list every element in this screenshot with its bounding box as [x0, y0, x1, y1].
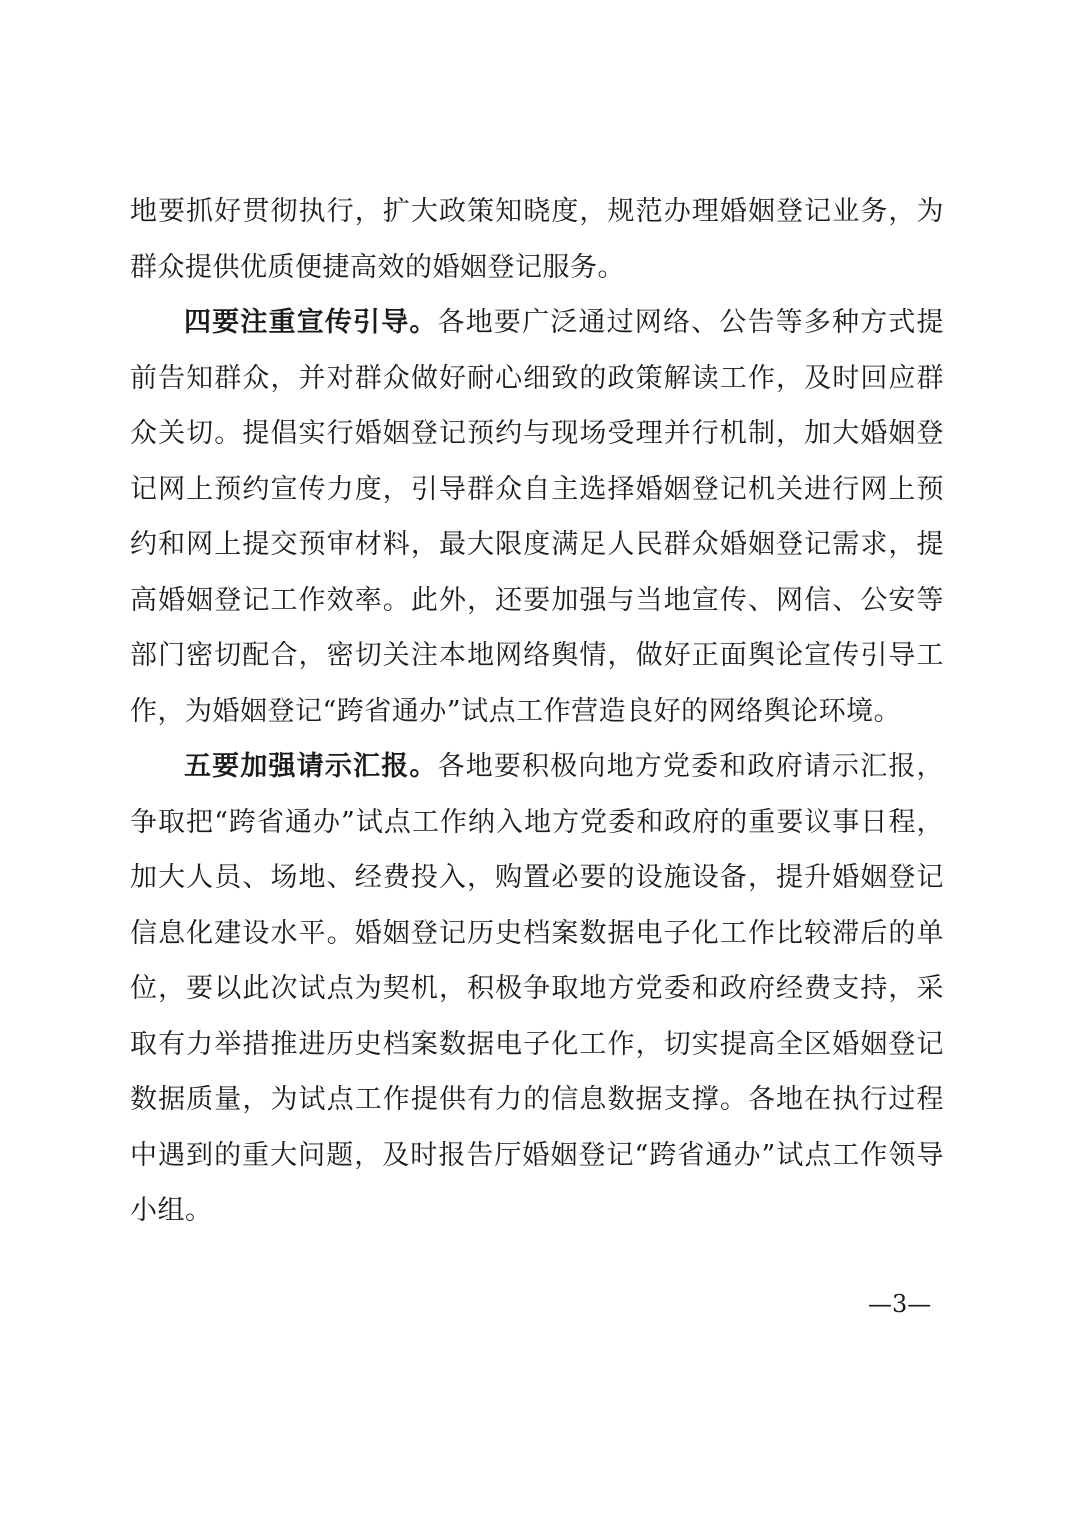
- paragraph-heading: 五要加强请示汇报。: [184, 751, 438, 782]
- paragraph-text: 各地要广泛通过网络、公告等多种方式提前告知群众，并对群众做好耐心细致的政策解读工作，及时回应群众关切。提倡实行婚姻登记预约与现场受理并行机制，加大婚姻登记网上预约宣传力度，引导群众自主选择婚姻登记机关进行网上预约和网上提交预审材料，最大限度满足人民群众婚姻登记需求，提高婚姻登记工作效率。此外，还要加强与当地宣传、网信、公安等部门密切配合，密切关注本地网络舆情，做好正面舆论宣传引导工作，为婚姻登记“跨省通办”试点工作营造良好的网络舆论环境。: [130, 307, 945, 727]
- paragraph-heading: 四要注重宣传引导。: [184, 307, 438, 338]
- page-number: —3—: [868, 1290, 932, 1318]
- paragraph-text: 地要抓好贯彻执行，扩大政策知晓度，规范办理婚姻登记业务，为群众提供优质便捷高效的婚姻登记服务。: [130, 196, 944, 283]
- paragraph-publicity-guidance: [130, 295, 944, 739]
- body-text: [130, 184, 944, 1239]
- paragraph-report-instructions: [130, 739, 944, 1239]
- paragraph-text: 各地要积极向地方党委和政府请示汇报，争取把“跨省通办”试点工作纳入地方党委和政府的重要议事日程，加大人员、场地、经费投入，购置必要的设施设备，提升婚姻登记信息化建设水平。婚姻登记历史档案数据电子化工作比较滞后的单位，要以此次试点为契机，积极争取地方党委和政府经费支持，采取有力举措推进历史档案数据电子化工作，切实提高全区婚姻登记数据质量，为试点工作提供有力的信息数据支撑。各地在执行过程中遇到的重大问题，及时报告厅婚姻登记“跨省通办”试点工作领导小组。: [130, 751, 945, 1226]
- paragraph-continuation: [130, 184, 944, 295]
